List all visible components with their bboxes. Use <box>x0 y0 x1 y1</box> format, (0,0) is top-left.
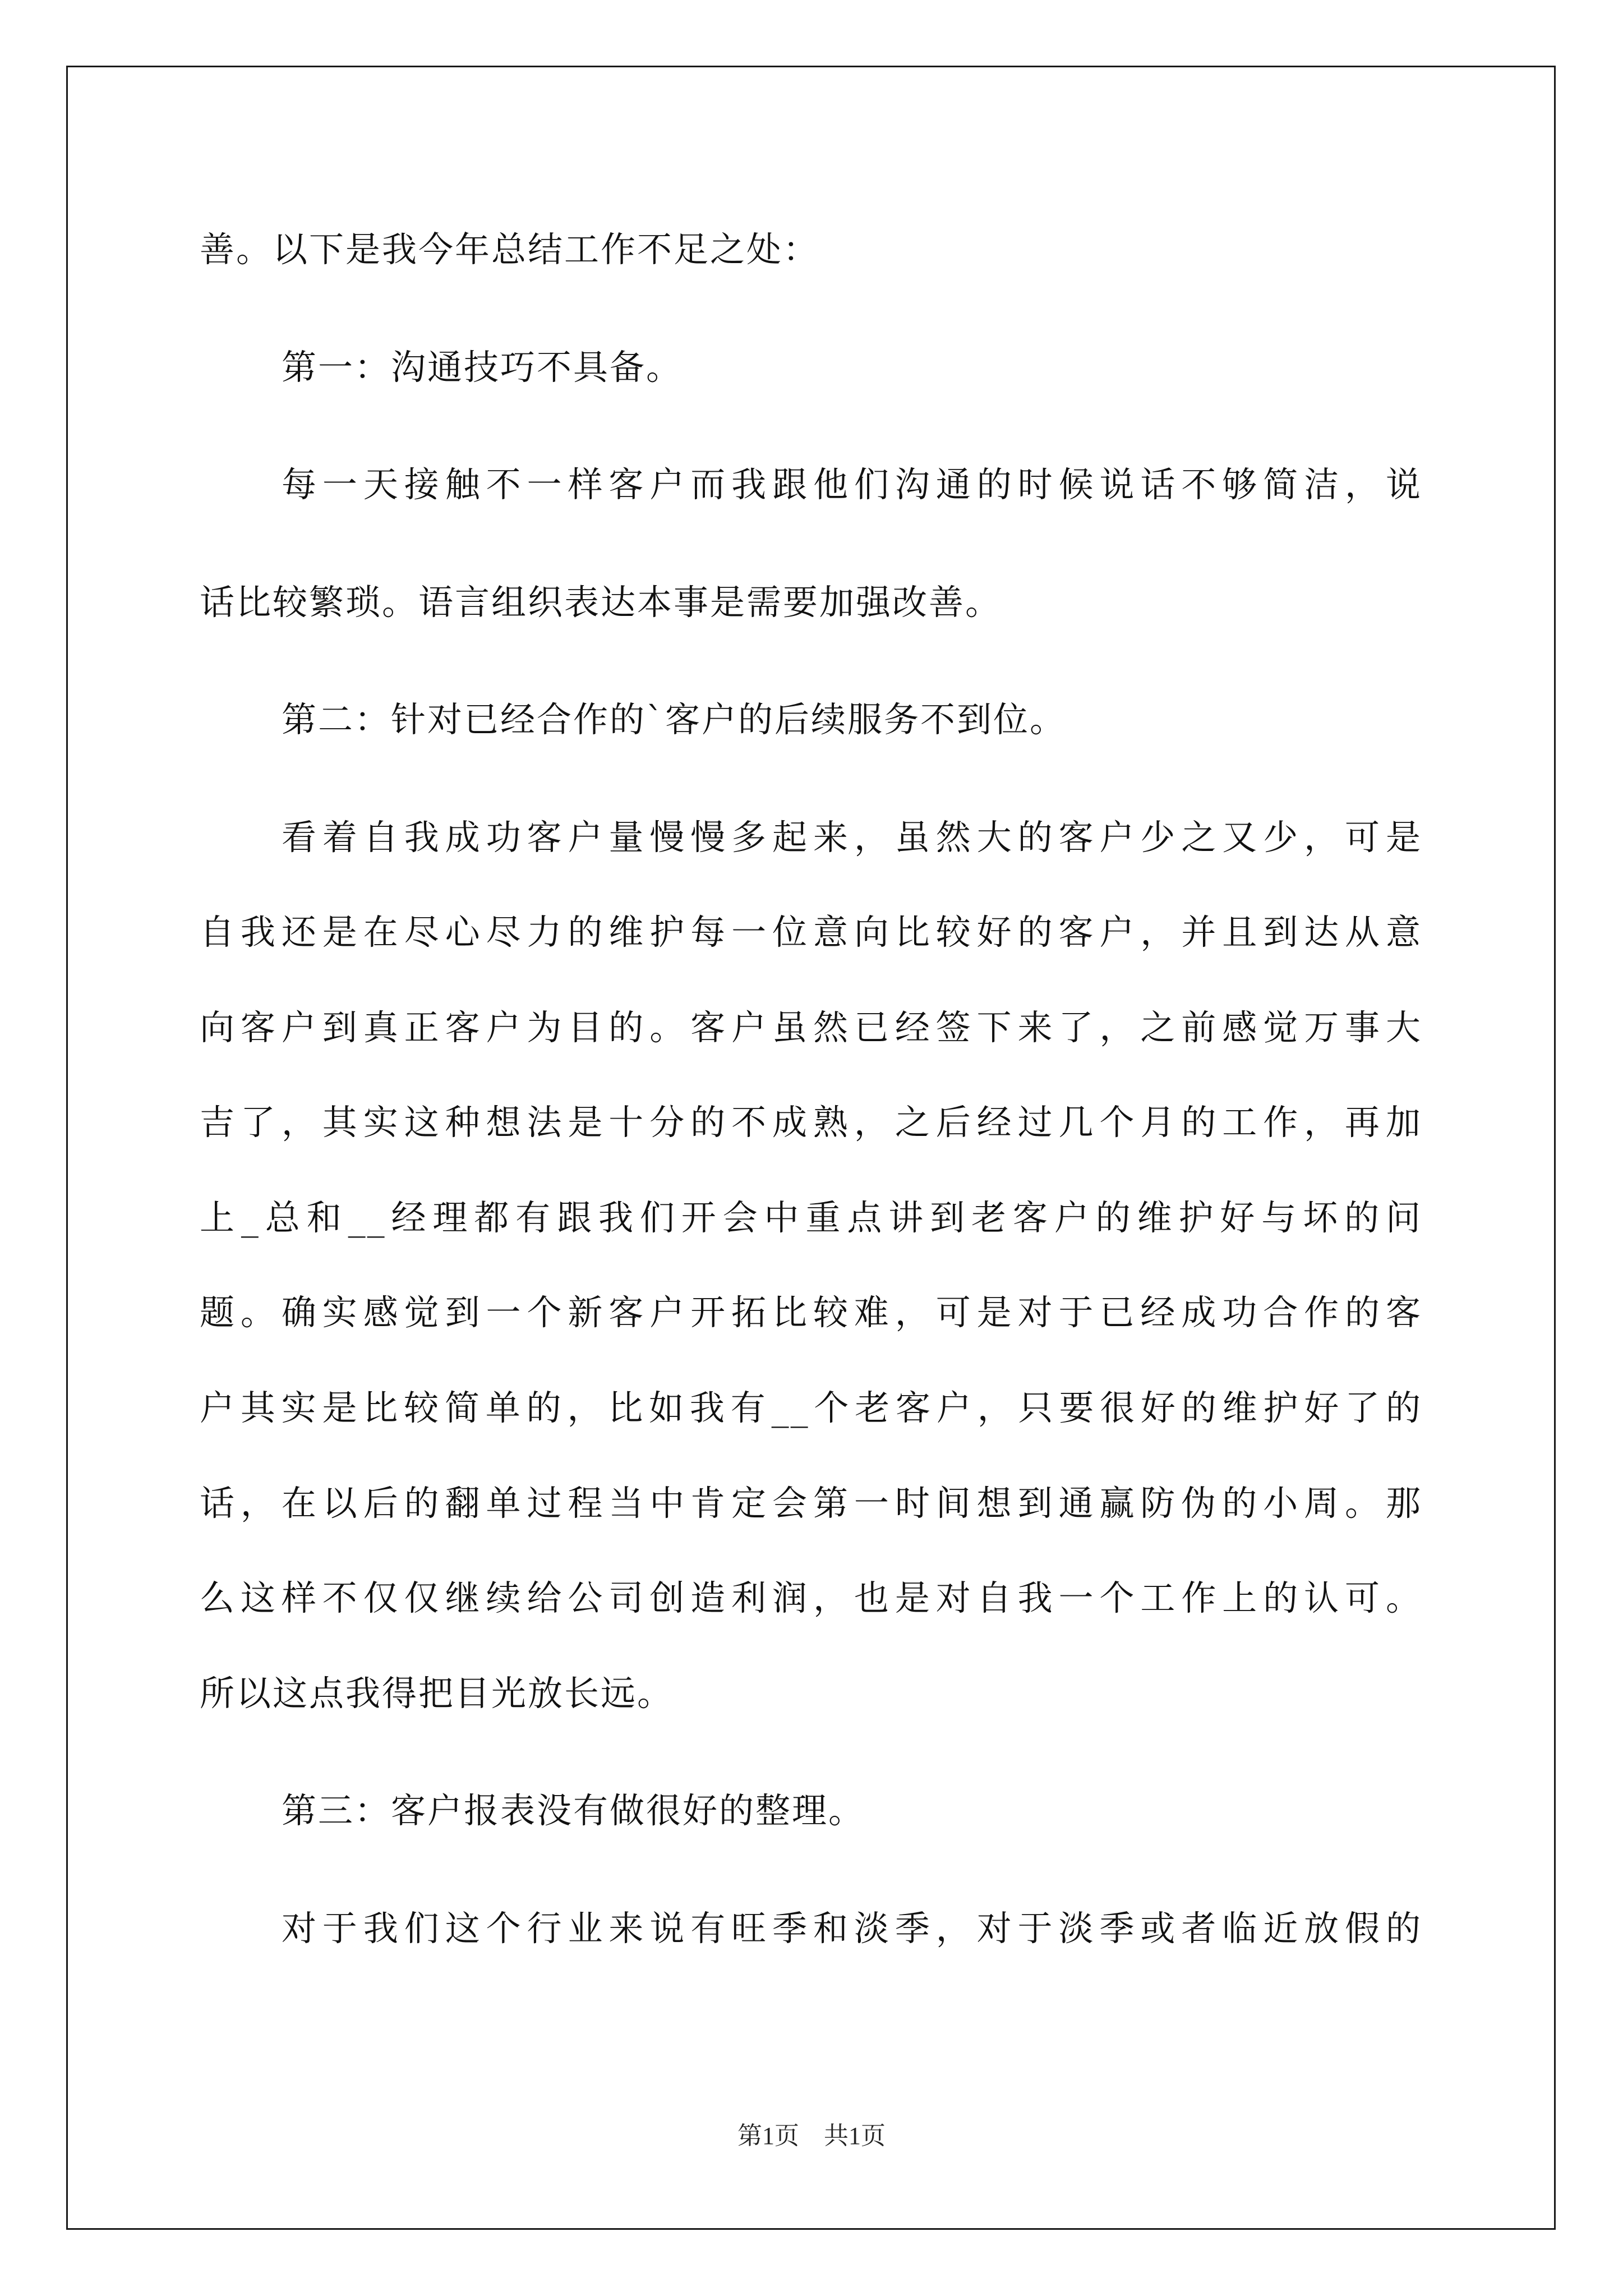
text-line: 话比较繁琐。语言组织表达本事是需要加强改善。 <box>200 582 1002 623</box>
text-line: 自我还是在尽心尽力的维护每一位意向比较好的客户，并且到达从意 <box>200 912 1422 953</box>
page-border <box>66 66 1556 2230</box>
text-line: 上_总和__经理都有跟我们开会中重点讲到老客户的维护好与坏的问 <box>200 1197 1422 1238</box>
text-line: 向客户到真正客户为目的。客户虽然已经签下来了，之前感觉万事大 <box>200 1007 1422 1048</box>
text-line: 么这样不仅仅继续给公司创造利润，也是对自我一个工作上的认可。 <box>200 1577 1422 1618</box>
section-heading: 第三：客户报表没有做很好的整理。 <box>282 1790 865 1831</box>
text-line: 所以这点我得把目光放长远。 <box>200 1673 674 1714</box>
text-line: 题。确实感觉到一个新客户开拓比较难，可是对于已经成功合作的客 <box>200 1292 1422 1333</box>
text-line: 话，在以后的翻单过程当中肯定会第一时间想到通赢防伪的小周。那 <box>200 1483 1422 1524</box>
page-number-total: 共1页 <box>824 2122 886 2150</box>
text-line: 对于我们这个行业来说有旺季和淡季，对于淡季或者临近放假的 <box>282 1908 1422 1949</box>
text-line: 户其实是比较简单的，比如我有__个老客户，只要很好的维护好了的 <box>200 1387 1422 1428</box>
section-heading: 第二：针对已经合作的`客户的后续服务不到位。 <box>282 699 1067 740</box>
page-number-current: 第1页 <box>737 2122 799 2150</box>
page-footer <box>0 2120 1623 2152</box>
text-line: 吉了，其实这种想法是十分的不成熟，之后经过几个月的工作，再加 <box>200 1102 1422 1143</box>
text-line: 善。以下是我今年总结工作不足之处： <box>200 229 820 270</box>
section-heading: 第一：沟通技巧不具备。 <box>282 347 683 388</box>
text-line: 看着自我成功客户量慢慢多起来，虽然大的客户少之又少，可是 <box>282 817 1422 858</box>
text-line: 每一天接触不一样客户而我跟他们沟通的时候说话不够简洁，说 <box>282 464 1422 505</box>
